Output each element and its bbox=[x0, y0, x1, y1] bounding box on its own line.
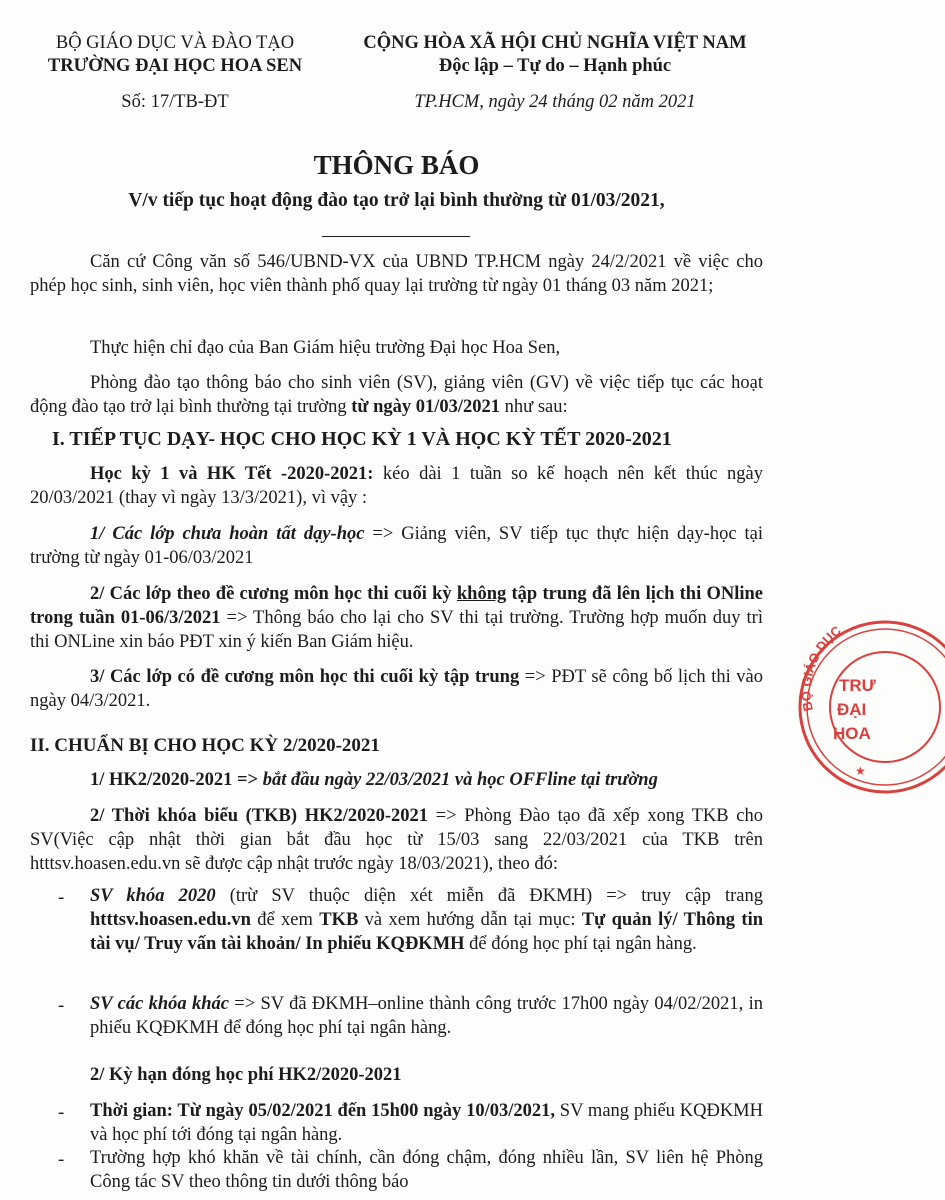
intro-paragraph-1: Căn cứ Công văn số 546/UBND-VX của UBND TP.HCM ngày 24/2/2021 về việc cho phép học sinh, sinh viên, học viên thành phố quay lại trường từ ngày 01 tháng 03 năm 2021; bbox=[30, 252, 763, 296]
section-2-item-2: 2/ Thời khóa biểu (TKB) HK2/2020-2021 => Phòng Đào tạo đã xếp xong TKB cho SV(Việc cập nhật thời gian bắt đầu học từ 15/03 sang 22/03/2021 của TKB trên htttsv.hoasen.edu.vn sẽ được cập nhật trước ngày 18/03/2021), theo đó: bbox=[30, 806, 763, 874]
national-header bbox=[340, 32, 770, 78]
svg-text:BỘ GIÁO DỤC bbox=[798, 622, 844, 712]
section-2-heading: II. CHUẨN BỊ CHO HỌC KỲ 2/2020-2021 bbox=[30, 735, 380, 756]
document-number: Số: 17/TB-ĐT bbox=[121, 92, 229, 112]
document-title: THÔNG BÁO bbox=[313, 150, 480, 180]
section-2-bullet-4: Trường hợp khó khăn về tài chính, cần đóng chậm, đóng nhiều lần, SV liên hệ Phòng Công tác SV theo thông tin dưới thông báo bbox=[90, 1148, 763, 1192]
seal-line-2: ĐẠI bbox=[837, 700, 867, 719]
section-1-item-1: 1/ Các lớp chưa hoàn tất dạy-học => Giảng viên, SV tiếp tục thực hiện dạy-học tại trường từ ngày 01-06/03/2021 bbox=[30, 524, 764, 568]
intro-paragraph-3: Phòng đào tạo thông báo cho sinh viên (SV), giảng viên (GV) về việc tiếp tục các hoạt động đào tạo trở lại bình thường tại trường từ ngày 01/03/2021 như sau: bbox=[30, 373, 763, 417]
section-2-item-3-heading: 2/ Kỳ hạn đóng học phí HK2/2020-2021 bbox=[90, 1065, 402, 1085]
seal-arc-text: BỘ GIÁO DỤC bbox=[798, 622, 844, 713]
issuer-block bbox=[30, 32, 320, 78]
section-1-item-2: 2/ Các lớp theo đề cương môn học thi cuối kỳ không tập trung đã lên lịch thi ONline trong tuần 01-06/3/2021 => Thông báo cho lại cho SV thi tại trường. Trường hợp muốn duy trì thi ONLine xin báo PĐT xin ý kiến Ban Giám hiệu. bbox=[30, 584, 764, 652]
section-1-heading: I. TIẾP TỤC DẠY- HỌC CHO HỌC KỲ 1 VÀ HỌC KỲ TẾT 2020-2021 bbox=[52, 428, 672, 450]
seal-graphic bbox=[795, 615, 945, 795]
seal-line-3: HOA bbox=[833, 724, 871, 743]
national-motto: Độc lập – Tự do – Hạnh phúc bbox=[438, 56, 672, 76]
bullet-dash: - bbox=[58, 888, 65, 908]
country-name: CỘNG HÒA XÃ HỘI CHỦ NGHĨA VIỆT NAM bbox=[363, 33, 747, 53]
section-2-bullet-3: Thời gian: Từ ngày 05/02/2021 đến 15h00 ngày 10/03/2021, SV mang phiếu KQĐKMH và học phí tới đóng tại ngân hàng. bbox=[90, 1101, 763, 1145]
section-2-bullet-1: SV khóa 2020 (trừ SV thuộc diện xét miễn đã ĐKMH) => truy cập trang htttsv.hoasen.edu.vn để xem TKB và xem hướng dẫn tại mục: Tự quản lý/ Thông tin tài vụ/ Truy vấn tài khoản/ In phiếu KQĐKMH để đóng học phí tại ngân hàng. bbox=[90, 886, 763, 954]
section-1-item-3: 3/ Các lớp có đề cương môn học thi cuối kỳ tập trung => PĐT sẽ công bố lịch thi vào ngày 04/3/2021. bbox=[30, 667, 763, 711]
section-1-lead: Học kỳ 1 và HK Tết -2020-2021: kéo dài 1 tuần so kế hoạch nên kết thúc ngày 20/03/2021 (thay vì ngày 13/3/2021), vì vậy : bbox=[30, 464, 764, 508]
school-name: TRƯỜNG ĐẠI HỌC HOA SEN bbox=[47, 56, 303, 76]
seal-star-icon: ★ bbox=[855, 764, 866, 778]
official-seal bbox=[795, 615, 945, 795]
title-divider bbox=[322, 236, 470, 237]
section-2-item-1: 1/ HK2/2020-2021 => bắt đầu ngày 22/03/2021 và học OFFline tại trường bbox=[90, 770, 658, 790]
ministry-name: BỘ GIÁO DỤC VÀ ĐÀO TẠO bbox=[55, 33, 295, 53]
bullet-dash: - bbox=[58, 996, 65, 1016]
bullet-dash: - bbox=[58, 1103, 65, 1123]
bullet-dash: - bbox=[58, 1150, 65, 1170]
document-subtitle: V/v tiếp tục hoạt động đào tạo trở lại bình thường từ 01/03/2021, bbox=[128, 190, 665, 211]
seal-line-1: TRƯ bbox=[839, 676, 876, 695]
intro-paragraph-2: Thực hiện chỉ đạo của Ban Giám hiệu trường Đại học Hoa Sen, bbox=[90, 338, 561, 358]
place-date: TP.HCM, ngày 24 tháng 02 năm 2021 bbox=[414, 92, 696, 112]
section-2-bullet-2: SV các khóa khác => SV đã ĐKMH–online thành công trước 17h00 ngày 04/02/2021, in phiếu KQĐKMH để đóng học phí tại ngân hàng. bbox=[90, 994, 763, 1038]
